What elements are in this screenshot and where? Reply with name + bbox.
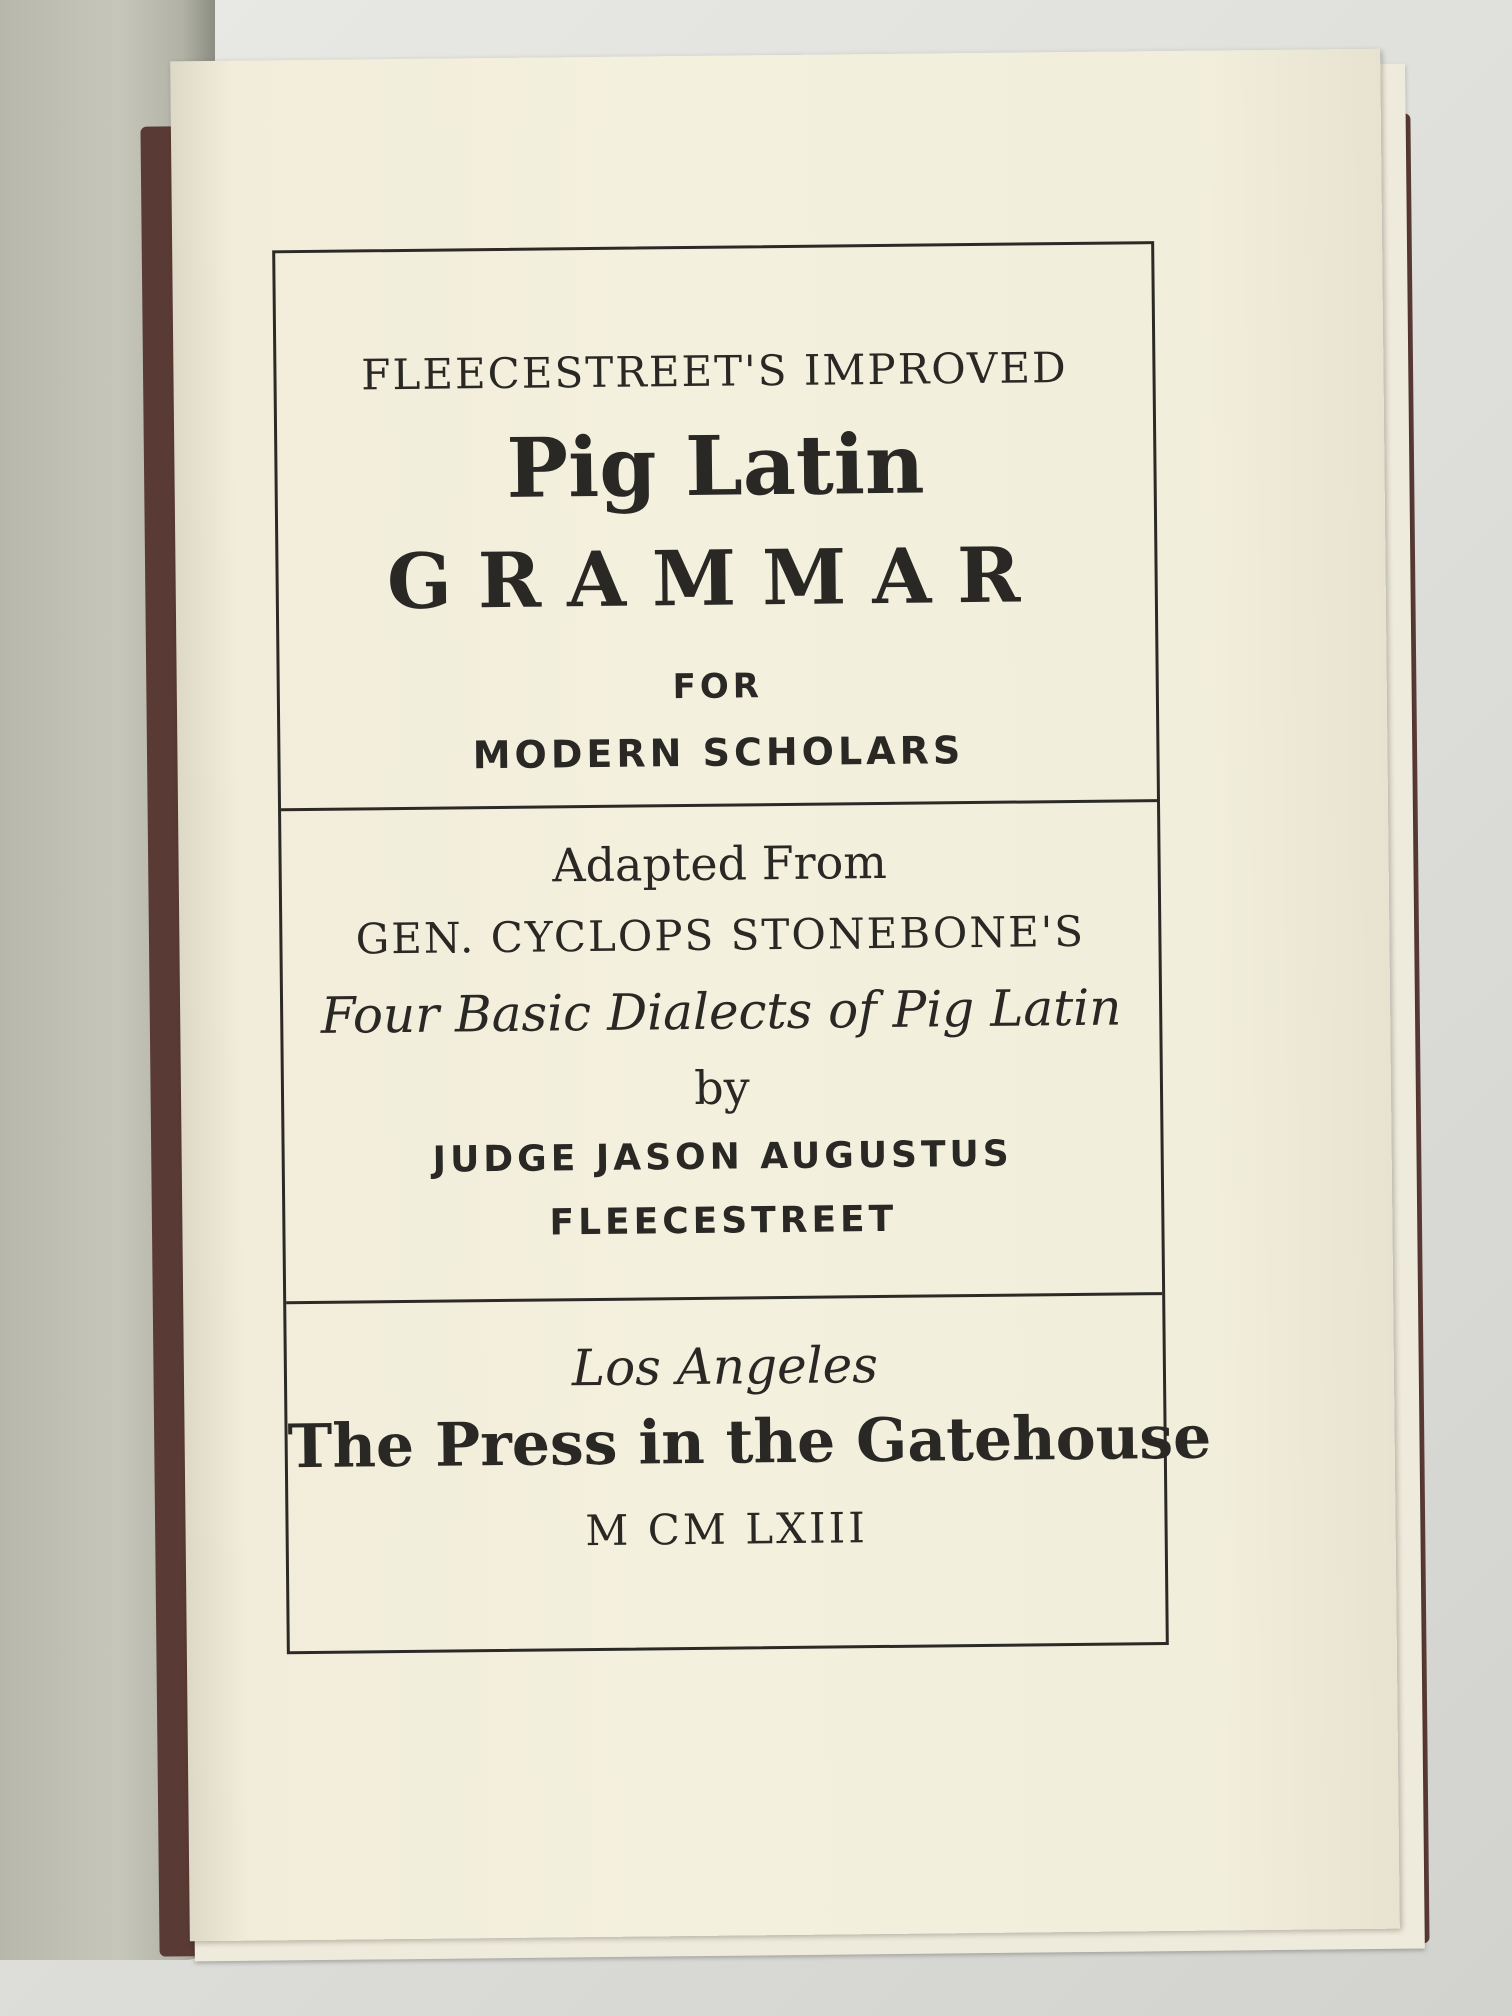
credit-dialects: Four Basic Dialects of Pig Latin — [320, 978, 1122, 1045]
imprint-year: M CM LXIII — [585, 1503, 869, 1556]
title-line-pig-latin: Pig Latin — [505, 416, 926, 517]
credit-panel — [281, 802, 1162, 1304]
credit-by: by — [693, 1060, 750, 1115]
title-page — [170, 49, 1400, 1942]
credit-adapted-from: Adapted From — [552, 834, 888, 893]
credit-author-line2: FLEECESTREET — [549, 1198, 898, 1244]
title-frame — [272, 241, 1212, 1654]
credit-stonebone: GEN. CYCLOPS STONEBONE'S — [355, 906, 1086, 964]
credit-author-line1: JUDGE JASON AUGUSTUS — [432, 1133, 1013, 1181]
imprint-panel — [286, 1295, 1212, 1651]
title-line-grammar: GRAMMAR — [386, 530, 1047, 627]
imprint-city: Los Angeles — [571, 1336, 879, 1398]
title-panel — [275, 244, 1157, 811]
title-line-improved: FLEECESTREET'S IMPROVED — [361, 343, 1068, 400]
title-line-modern-scholars: MODERN SCHOLARS — [472, 728, 965, 778]
title-line-for: FOR — [672, 666, 764, 708]
imprint-publisher: The Press in the Gatehouse — [287, 1402, 1212, 1483]
